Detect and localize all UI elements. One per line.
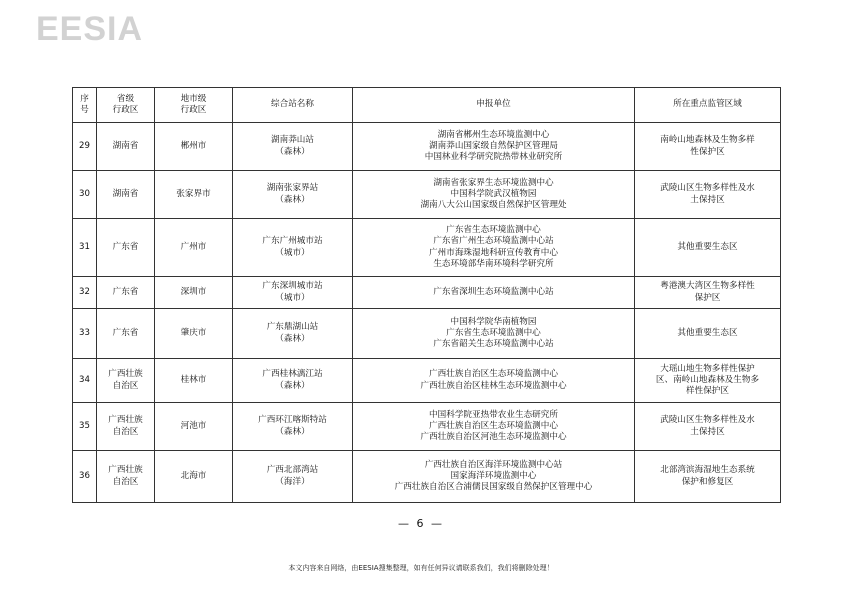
cell-province: 湖南省 — [97, 171, 155, 219]
table-header-row — [73, 88, 781, 123]
table-row — [73, 359, 781, 403]
cell-area: 武陵山区生物多样性及水 土保持区 — [635, 171, 781, 219]
footer-disclaimer: 本文内容来自网络，由EESIA搜集整理，如有任何异议请联系我们，我们将删除处理！ — [288, 564, 554, 572]
table-row — [73, 309, 781, 359]
cell-station: 广东鼎湖山站 （森林） — [233, 309, 353, 359]
cell-unit: 广东省生态环境监测中心 广东省广州生态环境监测中心站 广州市海珠湿地科研宣传教育中心 生态环境部华南环境科学研究所 — [353, 219, 635, 277]
monitoring-station-table — [72, 87, 781, 503]
cell-area: 南岭山地森林及生物多样 性保护区 — [635, 123, 781, 171]
table-row — [73, 403, 781, 451]
cell-area: 其他重要生态区 — [635, 309, 781, 359]
cell-no: 30 — [73, 171, 97, 219]
cell-station: 广西北部湾站 （海洋） — [233, 451, 353, 503]
header-unit: 申报单位 — [353, 88, 635, 123]
cell-province: 广东省 — [97, 277, 155, 309]
cell-unit: 广东省深圳生态环境监测中心站 — [353, 277, 635, 309]
header-no: 序 号 — [73, 88, 97, 123]
cell-no: 35 — [73, 403, 97, 451]
cell-no: 31 — [73, 219, 97, 277]
eesia-logo: EESIA — [36, 10, 144, 48]
cell-area: 粤港澳大湾区生物多样性 保护区 — [635, 277, 781, 309]
cell-station: 广西环江喀斯特站 （森林） — [233, 403, 353, 451]
header-area: 所在重点监管区域 — [635, 88, 781, 123]
cell-no: 29 — [73, 123, 97, 171]
cell-unit: 中国科学院华南植物园 广东省生态环境监测中心 广东省韶关生态环境监测中心站 — [353, 309, 635, 359]
cell-area: 武陵山区生物多样性及水 土保持区 — [635, 403, 781, 451]
cell-unit: 湖南省郴州生态环境监测中心 湖南莽山国家级自然保护区管理局 中国林业科学研究院热带林业研究所 — [353, 123, 635, 171]
table-row — [73, 219, 781, 277]
header-city: 地市级 行政区 — [155, 88, 233, 123]
cell-city: 广州市 — [155, 219, 233, 277]
cell-city: 北海市 — [155, 451, 233, 503]
cell-station: 广东深圳城市站 （城市） — [233, 277, 353, 309]
cell-no: 34 — [73, 359, 97, 403]
cell-no: 32 — [73, 277, 97, 309]
cell-unit: 广西壮族自治区生态环境监测中心 广西壮族自治区桂林生态环境监测中心 — [353, 359, 635, 403]
cell-area: 北部湾滨海湿地生态系统 保护和修复区 — [635, 451, 781, 503]
page-number: — 6 — — [398, 517, 444, 530]
cell-area: 其他重要生态区 — [635, 219, 781, 277]
cell-area: 大瑶山地生物多样性保护 区、南岭山地森林及生物多 样性保护区 — [635, 359, 781, 403]
cell-unit: 广西壮族自治区海洋环境监测中心站 国家海洋环境监测中心 广西壮族自治区合浦儒艮国家级自然保护区管理中心 — [353, 451, 635, 503]
cell-city: 河池市 — [155, 403, 233, 451]
cell-province: 广西壮族 自治区 — [97, 359, 155, 403]
header-province: 省级 行政区 — [97, 88, 155, 123]
header-station: 综合站名称 — [233, 88, 353, 123]
cell-province: 广西壮族 自治区 — [97, 451, 155, 503]
table-row — [73, 123, 781, 171]
cell-city: 深圳市 — [155, 277, 233, 309]
cell-province: 广东省 — [97, 309, 155, 359]
cell-city: 桂林市 — [155, 359, 233, 403]
cell-station: 湖南张家界站 （森林） — [233, 171, 353, 219]
cell-no: 36 — [73, 451, 97, 503]
cell-no: 33 — [73, 309, 97, 359]
cell-city: 郴州市 — [155, 123, 233, 171]
cell-unit: 中国科学院亚热带农业生态研究所 广西壮族自治区生态环境监测中心 广西壮族自治区河池生态环境监测中心 — [353, 403, 635, 451]
cell-province: 广东省 — [97, 219, 155, 277]
cell-station: 广东广州城市站 （城市） — [233, 219, 353, 277]
cell-station: 湖南莽山站 （森林） — [233, 123, 353, 171]
cell-province: 湖南省 — [97, 123, 155, 171]
cell-city: 张家界市 — [155, 171, 233, 219]
table-row — [73, 171, 781, 219]
cell-province: 广西壮族 自治区 — [97, 403, 155, 451]
table-row — [73, 451, 781, 503]
table-row — [73, 277, 781, 309]
cell-unit: 湖南省张家界生态环境监测中心 中国科学院武汉植物园 湖南八大公山国家级自然保护区管理处 — [353, 171, 635, 219]
cell-city: 肇庆市 — [155, 309, 233, 359]
cell-station: 广西桂林漓江站 （森林） — [233, 359, 353, 403]
